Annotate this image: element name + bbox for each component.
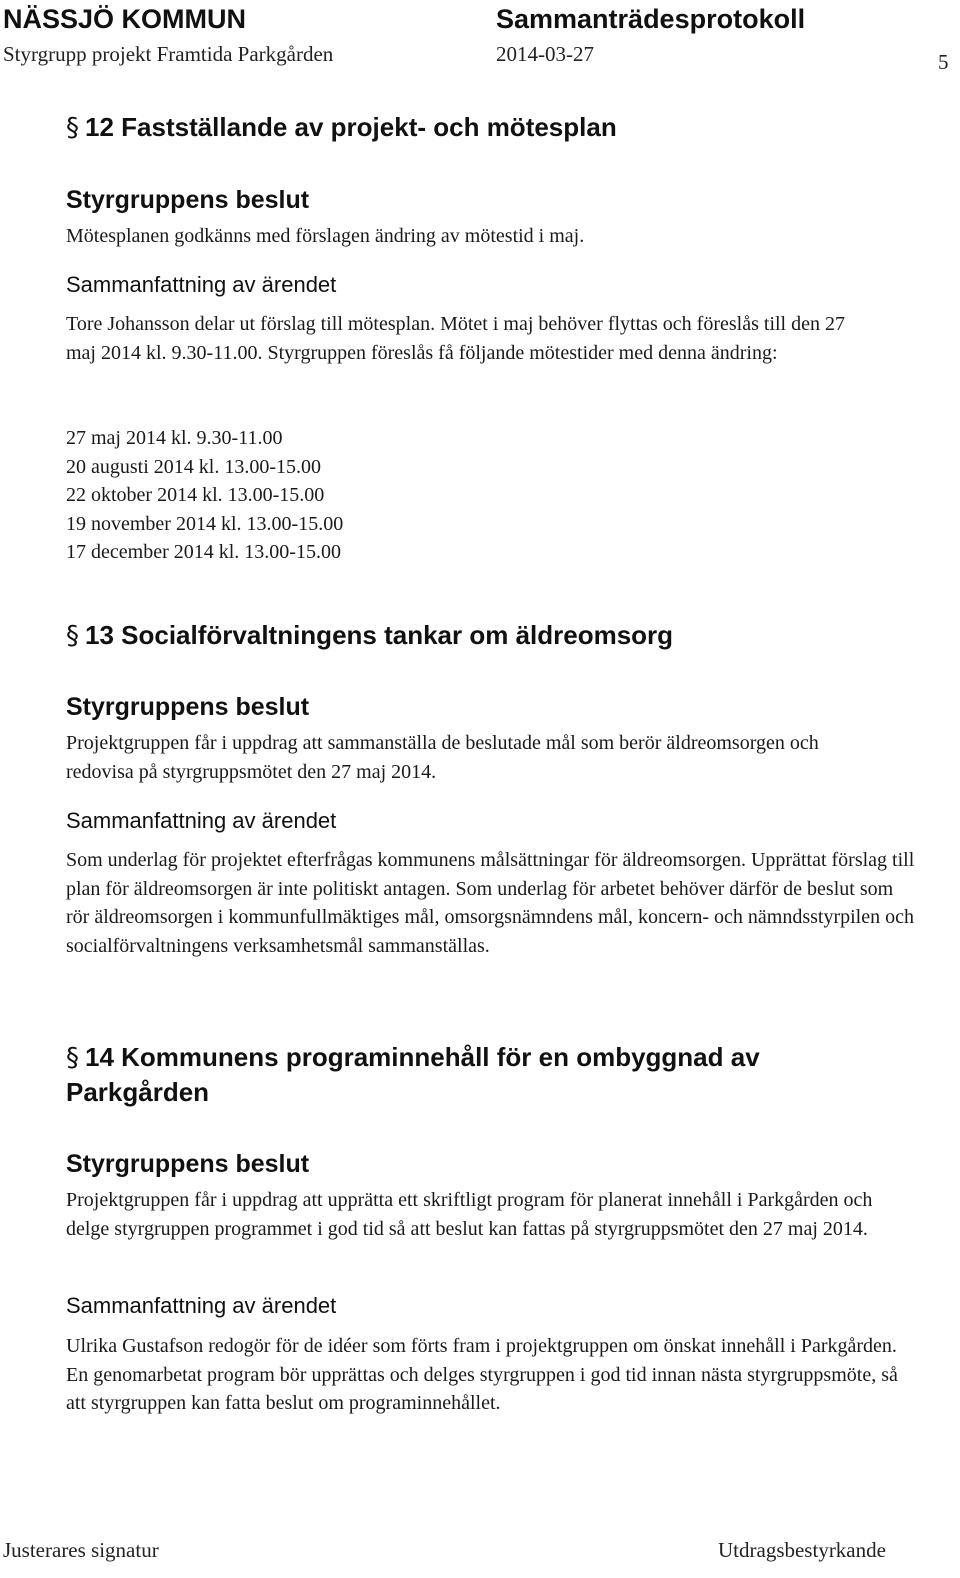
section-13-summary-text: Som underlag för projektet efterfrågas kommunens målsättningar för äldreomsorgen. Upprättat förslag till plan för äldreomsorgen är inte politiskt antagen. Som underlag för arbetet behöver därför de beslut som rör äldreomsorgen i kommunfullmäktiges mål, omsorgsnämndens mål, koncern- och nämndsstyrpilen och socialförvaltningens verksamhetsmål sammanställas.	[66, 849, 915, 957]
footer-signature-label: Justerares signatur	[3, 1538, 159, 1562]
section-13-decision-heading: Styrgruppens beslut	[66, 693, 310, 721]
paragraph-sign: §	[66, 113, 79, 143]
organization-name: NÄSSJÖ KOMMUN	[3, 4, 247, 34]
committee-name: Styrgrupp projekt Framtida Parkgården	[3, 42, 334, 66]
paragraph-sign: §	[66, 621, 79, 651]
section-12-title: 12 Fastställande av projekt- och mötesplan	[85, 112, 617, 142]
section-12-decision-heading: Styrgruppens beslut	[66, 186, 310, 214]
section-12-summary-text: Tore Johansson delar ut förslag till mötesplan. Mötet i maj behöver flyttas och föreslås till den 27 maj 2014 kl. 9.30-11.00. Styrgruppen föreslås få följande mötestider med denna ändring:	[66, 313, 845, 364]
meeting-time-item: 27 maj 2014 kl. 9.30-11.00	[66, 427, 283, 449]
meeting-times-list	[66, 424, 343, 567]
footer-extract-label: Utdragsbestyrkande	[718, 1538, 886, 1562]
section-13-summary-heading: Sammanfattning av ärendet	[66, 808, 337, 833]
section-14-heading	[66, 1040, 760, 1109]
meeting-time-item: 22 oktober 2014 kl. 13.00-15.00	[66, 484, 325, 506]
section-13-decision-text: Projektgruppen får i uppdrag att sammanställa de beslutade mål som berör äldreomsorgen och redovisa på styrgruppsmötet den 27 maj 2014.	[66, 732, 819, 783]
meeting-time-item: 19 november 2014 kl. 13.00-15.00	[66, 512, 344, 535]
paragraph-sign: §	[66, 1043, 79, 1073]
section-14-decision-heading: Styrgruppens beslut	[66, 1150, 310, 1178]
page-number: 5	[938, 50, 949, 74]
section-14-summary-text: Ulrika Gustafson redogör för de idéer som förts fram i projektgruppen om önskat innehåll i Parkgården. En genomarbetat program bör upprättas och delges styrgruppen i god tid innan nästa styrgruppsmöte, så att styrgruppen kan fatta beslut om programinnehållet.	[66, 1335, 898, 1414]
meeting-time-item: 17 december 2014 kl. 13.00-15.00	[66, 541, 341, 563]
meeting-time-item: 20 augusti 2014 kl. 13.00-15.00	[66, 455, 321, 478]
section-13-heading	[66, 618, 673, 653]
section-13-title: 13 Socialförvaltningens tankar om äldreomsorg	[85, 620, 674, 650]
section-14-summary-heading: Sammanfattning av ärendet	[66, 1293, 337, 1318]
section-12-summary-heading: Sammanfattning av ärendet	[66, 272, 337, 297]
section-14-title-line1: 14 Kommunens programinnehåll för en ombyggnad av	[85, 1042, 760, 1072]
section-14-title-line2: Parkgården	[66, 1077, 210, 1107]
meeting-date: 2014-03-27	[496, 42, 594, 66]
document-type: Sammanträdesprotokoll	[496, 4, 806, 34]
section-14-decision-text: Projektgruppen får i uppdrag att upprätta ett skriftligt program för planerat innehåll i Parkgården och delge styrgruppen programmet i god tid så att beslut kan fattas på styrgruppsmötet den 27 maj 2014.	[66, 1189, 873, 1240]
section-12-decision-text: Mötesplanen godkänns med förslagen ändring av mötestid i maj.	[66, 225, 585, 247]
section-12-heading	[66, 110, 617, 145]
